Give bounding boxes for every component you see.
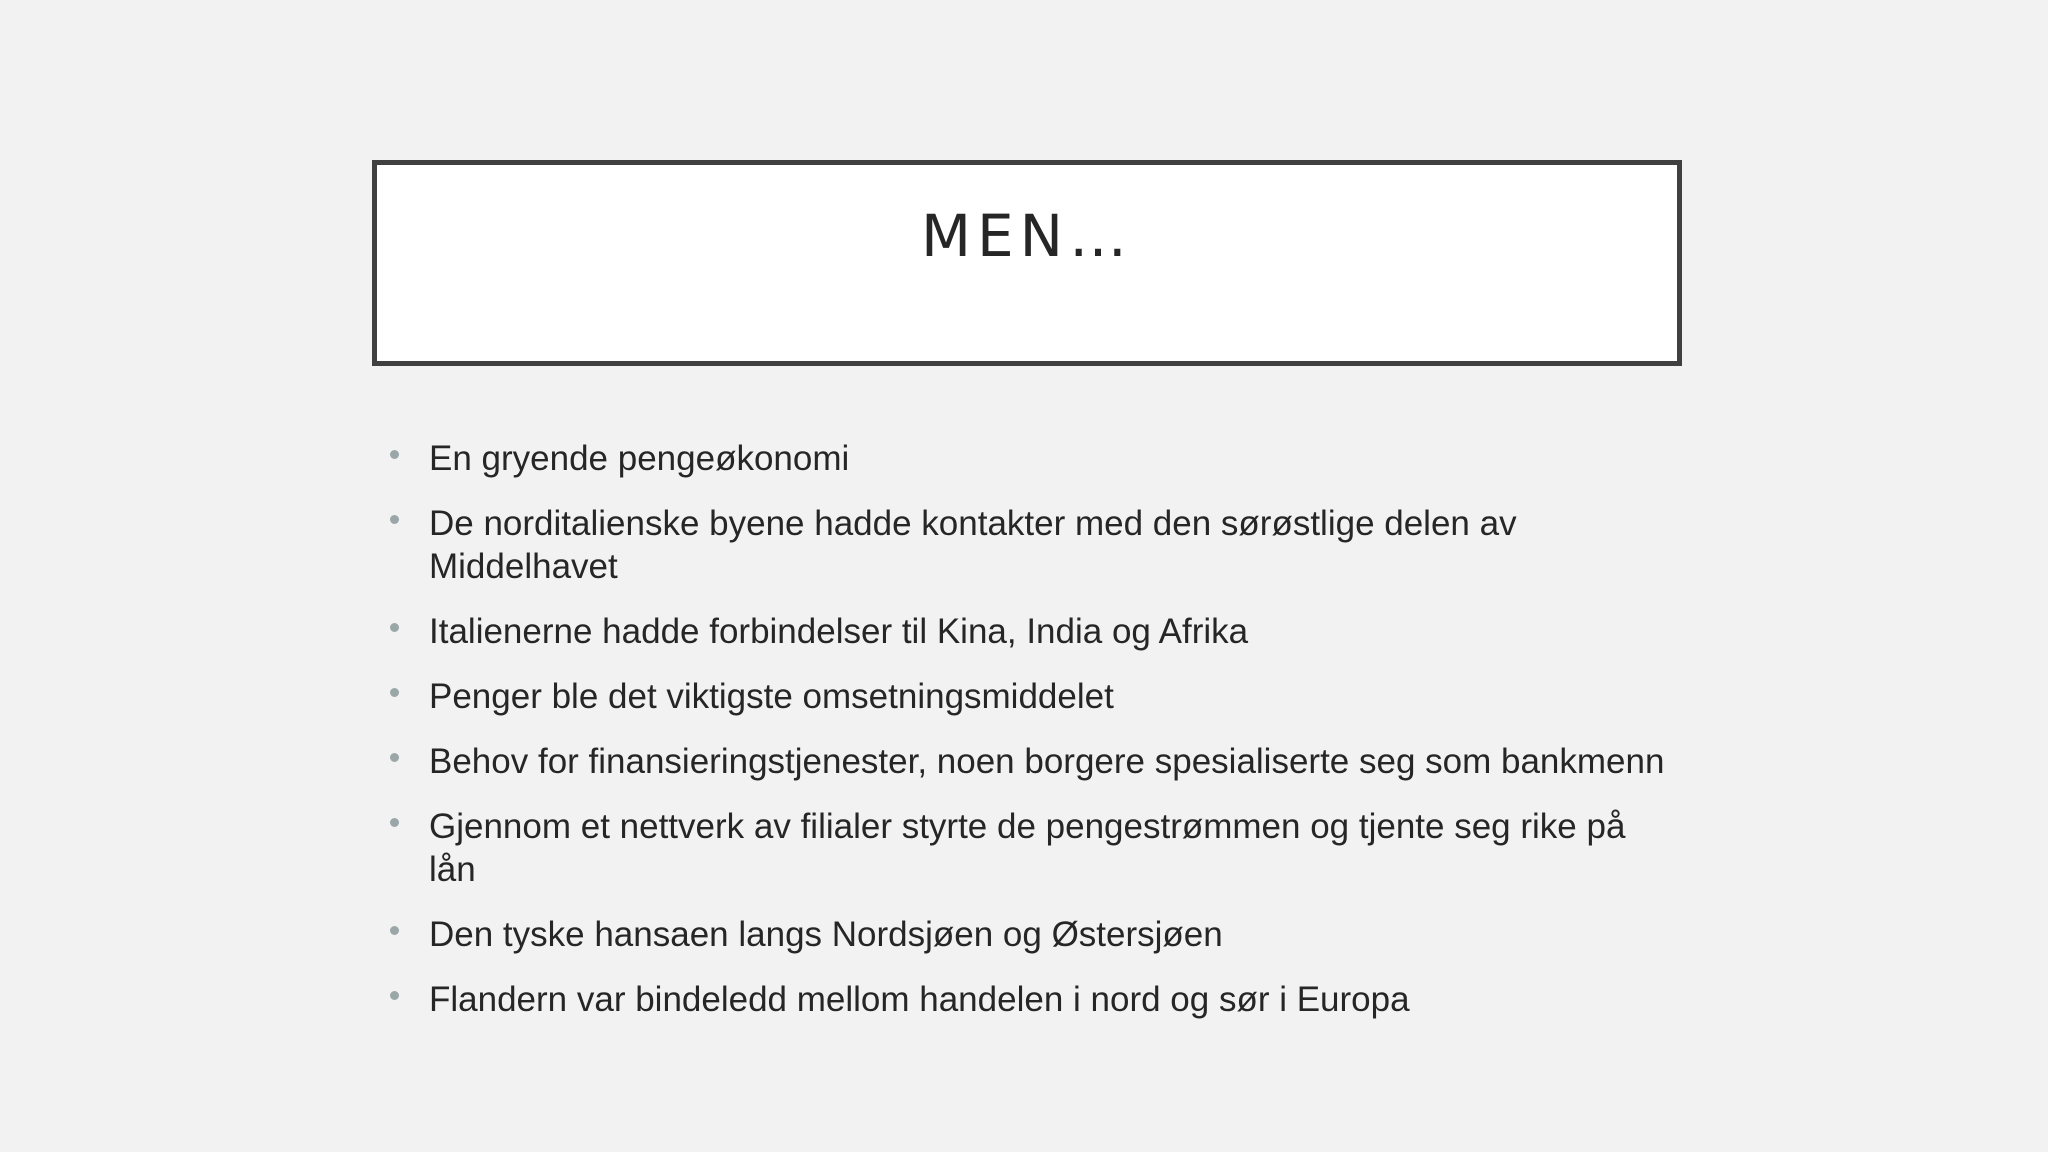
bullet-dot-icon [390,818,399,827]
bullet-text: Gjennom et nettverk av filialer styrte de pengestrømmen og tjente seg rike på lån [429,807,1626,889]
bullet-text: Italienerne hadde forbindelser til Kina, India og Afrika [429,612,1249,651]
bullet-item [388,610,1678,653]
bullet-text: Flandern var bindeledd mellom handelen i nord og sør i Europa [429,980,1410,1019]
bullet-text: Penger ble det viktigste omsetningsmiddelet [429,677,1114,716]
bullet-item [388,675,1678,718]
bullet-item [388,502,1678,588]
bullet-text: De norditalienske byene hadde kontakter med den sørøstlige delen av Middelhavet [429,504,1517,586]
slide-title: MEN… [920,202,1134,270]
bullet-dot-icon [390,450,399,459]
bullet-dot-icon [390,753,399,762]
bullet-text: En gryende pengeøkonomi [429,439,850,478]
bullet-dot-icon [390,926,399,935]
bullet-text: Behov for finansieringstjenester, noen borgere spesialiserte seg som bankmenn [429,742,1665,781]
bullet-dot-icon [390,515,399,524]
title-box [372,160,1682,366]
bullet-item [388,978,1678,1021]
bullet-item [388,437,1678,480]
bullet-item [388,913,1678,956]
bullet-dot-icon [390,688,399,697]
bullet-list [388,437,1678,1043]
bullet-dot-icon [390,623,399,632]
bullet-item [388,805,1678,891]
bullet-dot-icon [390,991,399,1000]
bullet-item [388,740,1678,783]
bullet-text: Den tyske hansaen langs Nordsjøen og Østersjøen [429,915,1223,954]
